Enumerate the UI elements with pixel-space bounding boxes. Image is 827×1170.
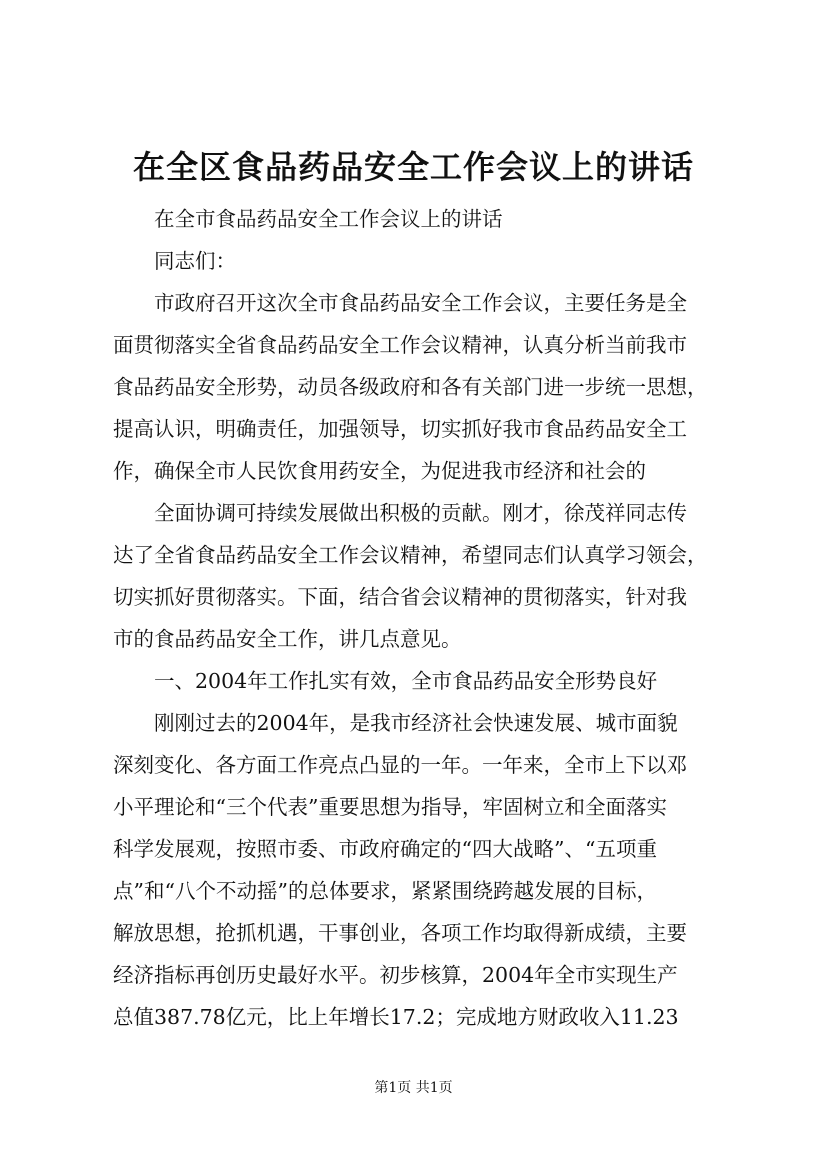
paragraph-line: 市政府召开这次全市食品药品安全工作会议，主要任务是全 xyxy=(154,291,687,315)
section-heading-line: 一、2004年工作扎实有效，全市食品药品安全形势良好 xyxy=(154,669,658,693)
paragraph-line: 作，确保全市人民饮食用药安全，为促进我市经济和社会的 xyxy=(113,459,646,483)
paragraph-line: 提高认识，明确责任，加强领导，切实抓好我市食品药品安全工 xyxy=(113,417,687,441)
salutation-line: 同志们： xyxy=(154,249,236,273)
page-number-footer: 第1页 共1页 xyxy=(374,1080,453,1096)
paragraph-line: 点”和“八个不动摇”的总体要求，紧紧围绕跨越发展的目标， xyxy=(113,879,657,903)
subtitle-line: 在全市食品药品安全工作会议上的讲话 xyxy=(154,207,503,231)
paragraph-line: 科学发展观，按照市委、市政府确定的“四大战略”、“五项重 xyxy=(113,837,657,861)
paragraph-line: 食品药品安全形势，动员各级政府和各有关部门进一步统一思想， xyxy=(113,375,708,399)
document-body xyxy=(113,198,723,1038)
paragraph-line: 小平理论和“三个代表”重要思想为指导，牢固树立和全面落实 xyxy=(113,795,667,819)
paragraph-line: 全面协调可持续发展做出积极的贡献。刚才，徐茂祥同志传 xyxy=(154,501,687,525)
paragraph-line: 总值387.78亿元，比上年增长17.2；完成地方财政收入11.23 xyxy=(113,1005,679,1029)
paragraph-line: 刚刚过去的2004年，是我市经济社会快速发展、城市面貌 xyxy=(154,711,678,735)
paragraph-line: 面贯彻落实全省食品药品安全工作会议精神，认真分析当前我市 xyxy=(113,333,687,357)
document-title: 在全区食品药品安全工作会议上的讲话 xyxy=(132,148,694,186)
paragraph-line: 达了全省食品药品安全工作会议精神，希望同志们认真学习领会， xyxy=(113,543,708,567)
paragraph-line: 切实抓好贯彻落实。下面，结合省会议精神的贯彻落实，针对我 xyxy=(113,585,687,609)
paragraph-line: 经济指标再创历史最好水平。初步核算，2004年全市实现生产 xyxy=(113,963,678,987)
paragraph-line: 解放思想，抢抓机遇，干事创业，各项工作均取得新成绩，主要 xyxy=(113,921,687,945)
paragraph-line: 市的食品药品安全工作，讲几点意见。 xyxy=(113,627,462,651)
paragraph-line: 深刻变化、各方面工作亮点凸显的一年。一年来，全市上下以邓 xyxy=(113,753,687,777)
